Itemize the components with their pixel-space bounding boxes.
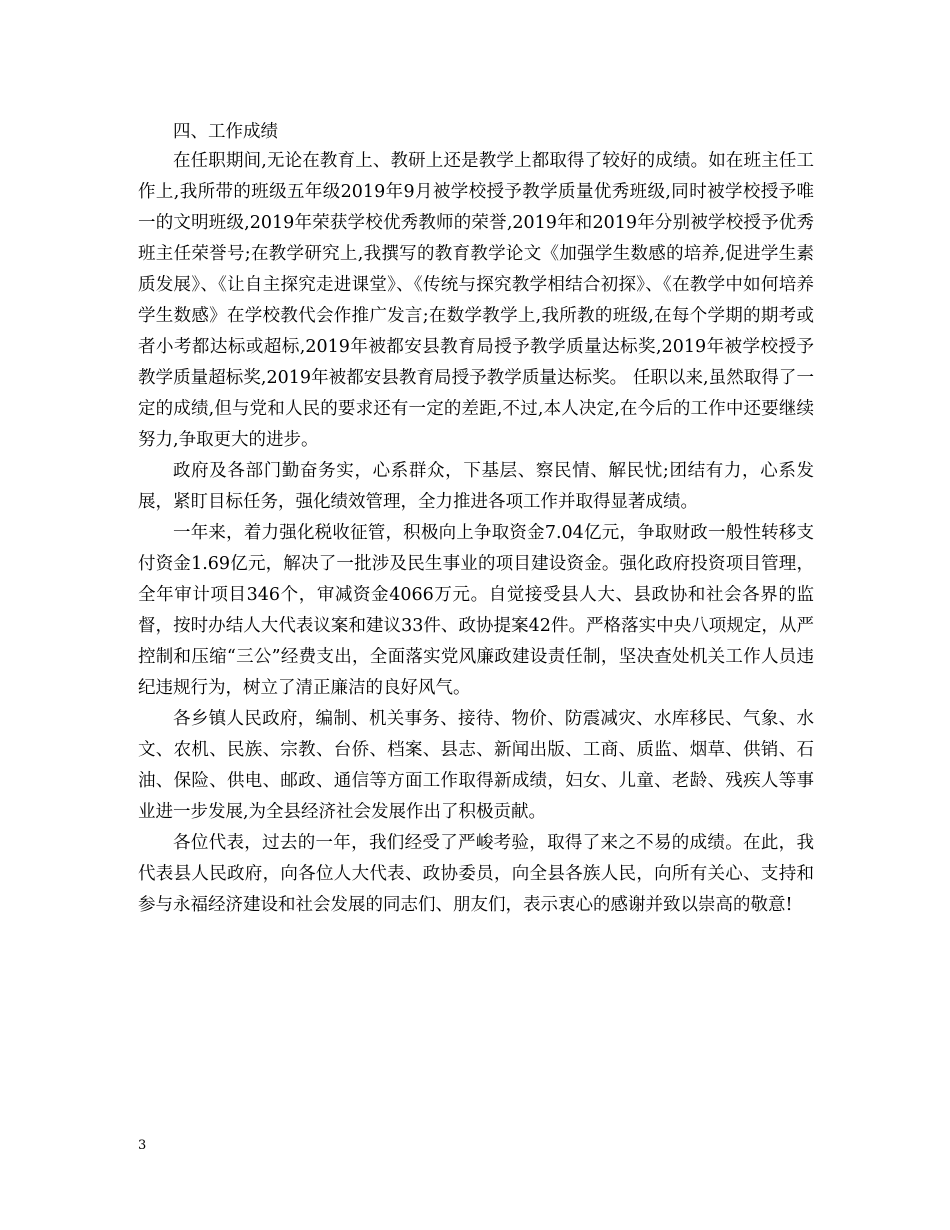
paragraph-township-governments: 各乡镇人民政府，编制、机关事务、接待、物价、防震减灾、水库移民、气象、水文、农机、民族、宗教、台侨、档案、县志、新闻出版、工商、质监、烟草、供销、石油、保险、供电、邮政、通信等方面工作取得新成绩，妇女、儿童、老龄、残疾人等事业进一步发展,为全县经济社会发展作出了积极贡献。 <box>138 709 814 822</box>
document-body <box>138 118 814 921</box>
paragraph-work-achievements: 在任职期间,无论在教育上、教研上还是教学上都取得了较好的成绩。如在班主任工作上,我所带的班级五年级2019年9月被学校授予教学质量优秀班级,同时被学校授予唯一的文明班级,2019年荣获学校优秀教师的荣誉,2019年和2019年分别被学校授予优秀班主任荣誉号;在教学研究上,我撰写的教育教学论文《加强学生数感的培养,促进学生素质发展》、《让自主探究走进课堂》、《传统与探究教学相结合初探》、《在教学中如何培养学生数感》在学校教代会作推广发言;在数学教学上,我所教的班级,在每个学期的期考或者小考都达标或超标,2019年被都安县教育局授予教学质量达标奖,2019年被学校授予教学质量超标奖,2019年被都安县教育局授予教学质量达标奖。 任职以来,虽然取得了一定的成绩,但与党和人民的要求还有一定的差距,不过,本人决定,在今后的工作中还要继续努力,争取更大的进步。 <box>138 151 814 450</box>
paragraph-government-departments: 政府及各部门勤奋务实，心系群众，下基层、察民情、解民忧;团结有力，心系发展，紧盯目标任务，强化绩效管理，全力推进各项工作并取得显著成绩。 <box>138 461 814 512</box>
page-number: 3 <box>138 1138 147 1153</box>
paragraph-fiscal-management: 一年来，着力强化税收征管，积极向上争取资金7.04亿元，争取财政一般性转移支付资金1.69亿元，解决了一批涉及民生事业的项目建设资金。强化政府投资项目管理，全年审计项目346个，审减资金4066万元。自觉接受县人大、县政协和社会各界的监督，按时办结人大代表议案和建议33件、政协提案42件。严格落实中央八项规定，从严控制和压缩“三公”经费支出，全面落实党风廉政建设责任制，坚决查处机关工作人员违纪违规行为，树立了清正廉洁的良好风气。 <box>138 523 814 698</box>
paragraph-closing-thanks: 各位代表，过去的一年，我们经受了严峻考验，取得了来之不易的成绩。在此，我代表县人民政府，向各位人大代表、政协委员，向全县各族人民，向所有关心、支持和参与永福经济建设和社会发展的同志们、朋友们，表示衷心的感谢并致以崇高的敬意! <box>138 833 814 915</box>
section-heading: 四、工作成绩 <box>173 122 278 142</box>
